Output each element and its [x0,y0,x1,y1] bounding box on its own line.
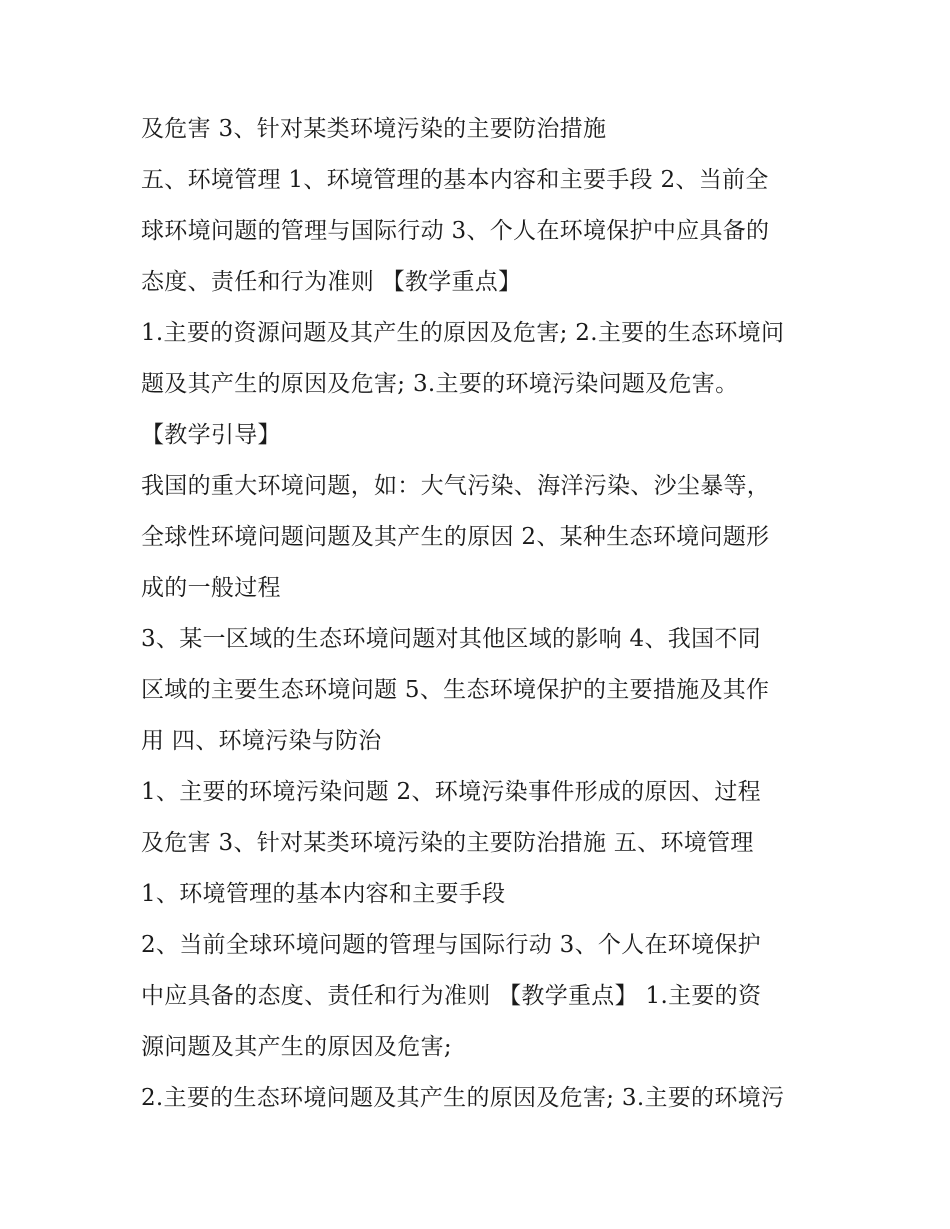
text-line: 我国的重大环境问题，如：大气污染、海洋污染、沙尘暴等， [141,473,771,499]
text-line: 2、当前全球环境问题的管理与国际行动 3、个人在环境保护 [141,932,761,958]
section-heading: 【教学引导】 [141,422,281,448]
text-line: 区域的主要生态环境问题 5、生态环境保护的主要措施及其作 [141,677,770,703]
text-line: 2.主要的生态环境问题及其产生的原因及危害; 3.主要的环境污 [141,1085,785,1111]
text-line: 1、主要的环境污染问题 2、环境污染事件形成的原因、过程 [141,779,761,805]
text-line: 态度、责任和行为准则 【教学重点】 [141,269,522,295]
text-line: 源问题及其产生的原因及危害; [141,1034,452,1060]
text-line: 及危害 3、针对某类环境污染的主要防治措施 五、环境管理 [141,830,754,856]
text-line: 题及其产生的原因及危害; 3.主要的环境污染问题及危害。 [141,371,739,397]
text-line: 1、环境管理的基本内容和主要手段 [141,881,506,907]
document-body [141,104,821,1124]
text-line: 及危害 3、针对某类环境污染的主要防治措施 [141,116,607,142]
text-line: 球环境问题的管理与国际行动 3、个人在环境保护中应具备的 [141,218,770,244]
text-line: 1.主要的资源问题及其产生的原因及危害; 2.主要的生态环境问 [141,320,785,346]
text-line: 成的一般过程 [141,575,281,601]
text-line: 中应具备的态度、责任和行为准则 【教学重点】 1.主要的资 [141,983,762,1009]
text-line: 全球性环境问题问题及其产生的原因 2、某种生态环境问题形 [141,524,770,550]
text-line: 用 四、环境污染与防治 [141,728,382,754]
text-line: 3、某一区域的生态环境问题对其他区域的影响 4、我国不同 [141,626,761,652]
text-line: 五、环境管理 1、环境管理的基本内容和主要手段 2、当前全 [141,167,769,193]
